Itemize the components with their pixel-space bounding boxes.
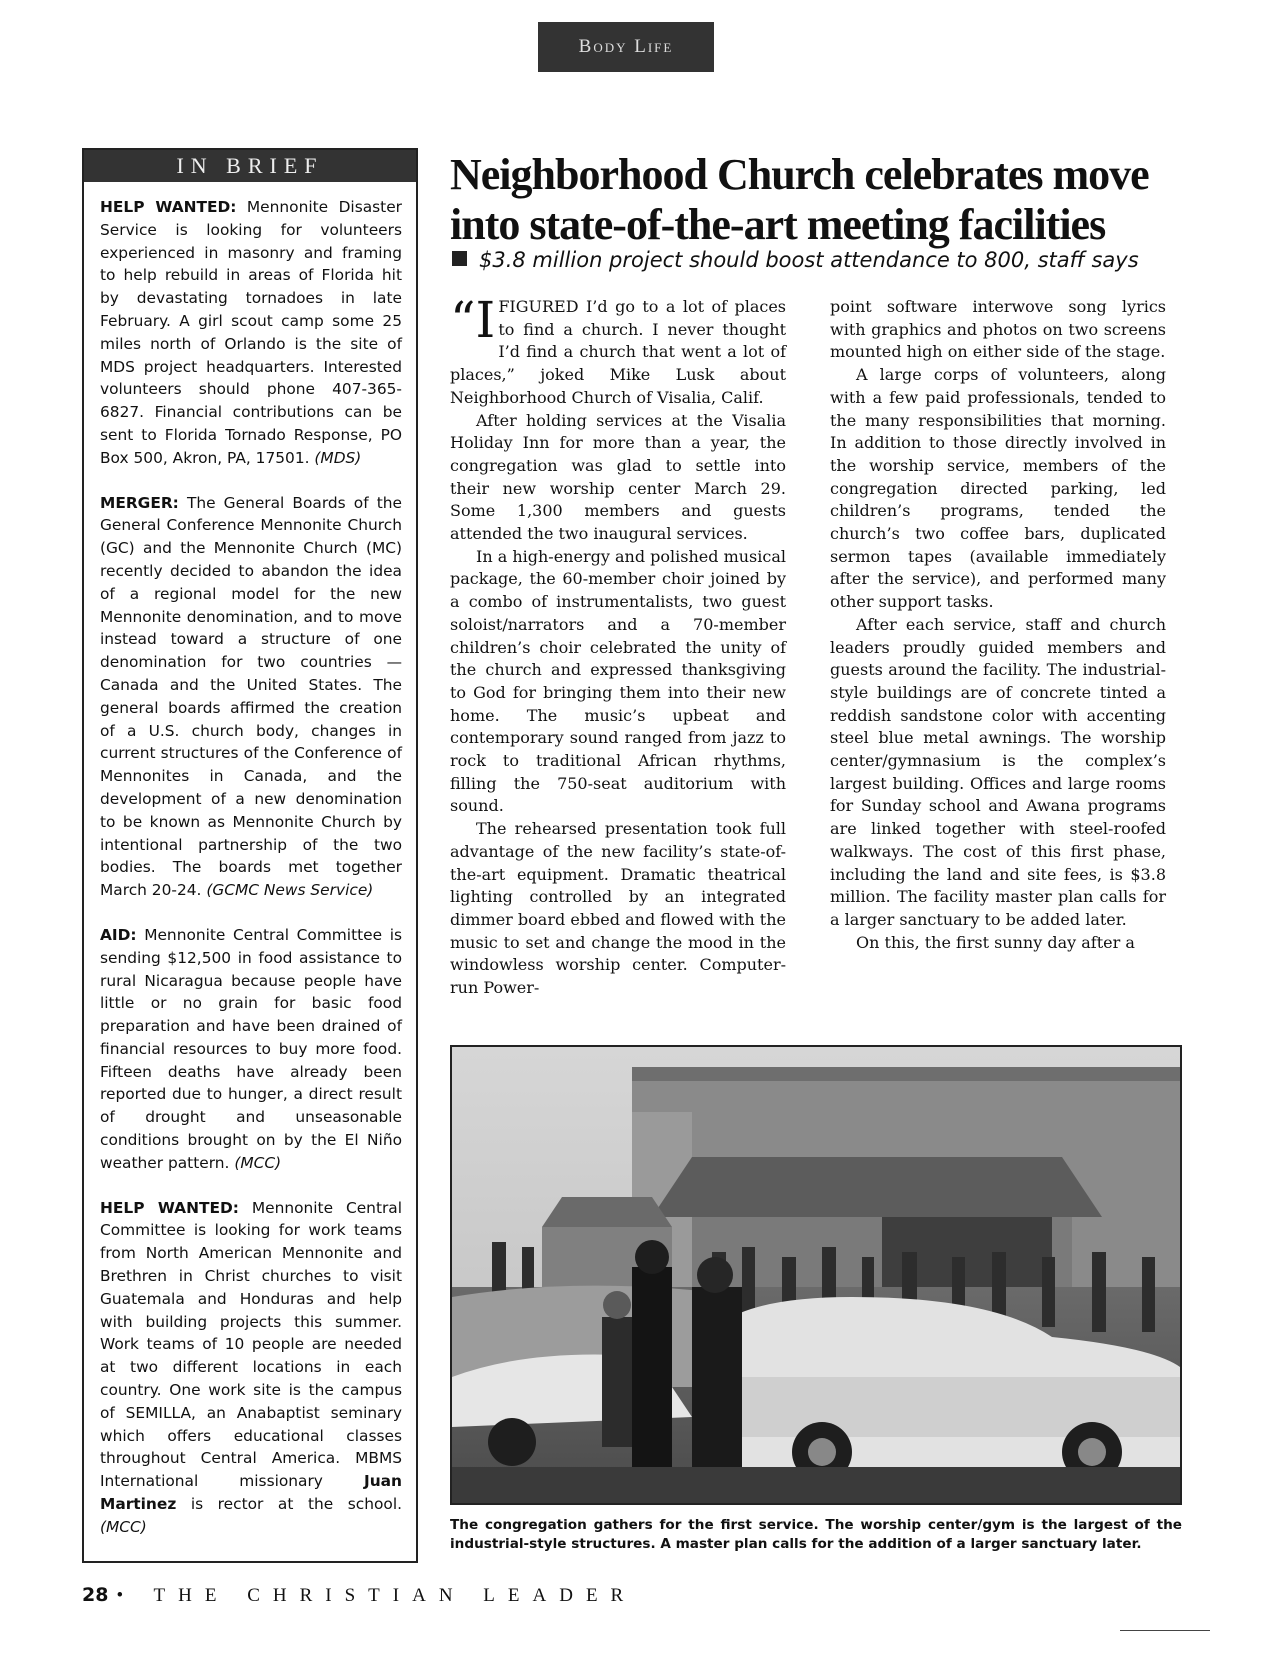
brief-lead: HELP WANTED: (100, 198, 237, 216)
page-footer (82, 1584, 636, 1607)
brief-text: Mennonite Central Committee is looking for work teams from North American Mennonite and Brethren in Christ churches to visit Guatemala and Honduras and help with building projects this summer. Work teams of 10 people are needed at two different locations in each country. One work site is the campus of SEMILLA, an Anabaptist seminary which offers educational classes throughout Central America. MBMS International missionary (100, 1198, 403, 1491)
article-paragraph (450, 291, 786, 410)
article-paragraph: After each service, staff and church leaders proudly guided members and guests around the facility. The industrial-style buildings are of concrete tinted a reddish sandstone color with accenting steel blue metal awnings. The worship center/gymnasium is the complex’s largest building. Offices and large rooms for Sunday school and Awana programs are linked together with steel-roofed walkways. The cost of this first phase, including the land and site fees, is $3.8 million. The facility master plan calls for a larger sanctuary to be added later. (830, 614, 1166, 929)
drop-cap: “I (450, 291, 496, 349)
brief-source: (MDS) (314, 448, 362, 467)
brief-text: The General Boards of the General Conference Mennonite Church (GC) and the Mennonite Church (MC) recently decided to abandon the idea of a regional model for the new Mennonite denomination, and to move instead toward a structure of one denomination for two countries — Canada and the United States. The general boards affirmed the creation of a U.S. church body, changes in current structures of the Conference of Mennonites in Canada, and the development of a new denomination to be known as Mennonite Church by intentional partnership of the two bodies. The boards met together March 20-24. (100, 493, 402, 900)
brief-item (100, 924, 402, 1175)
brief-source: (MCC) (100, 1517, 147, 1536)
photo-illustration (452, 1047, 1180, 1503)
brief-text-after: is rector at the school. (176, 1495, 402, 1514)
article-paragraph: The rehearsed presentation took full advantage of the new facility’s state-of-the-art equipment. Dramatic theatrical lighting controlled by an integrated dimmer board ebbed and flowed with the music to set and change the mood in the windowless worship center. Computer-run Power- (450, 819, 786, 998)
article-paragraph: On this, the first sunny day after a (856, 932, 1135, 952)
brief-text: Mennonite Disaster Service is looking for volunteers experienced in masonry and framing to help rebuild in areas of Florida hit by devastating tornadoes in late February. A girl scout camp some 25 miles north of Orlando is the site of MDS project headquarters. Interested volunteers should phone 407-365-6827. Financial contributions can be sent to Florida Tornado Response, PO Box 500, Akron, PA, 17501. (100, 198, 403, 467)
photo-caption: The congregation gathers for the first service. The worship center/gym is the largest of the industrial-style structures. A master plan calls for the addition of a larger sanctuary later. (450, 1517, 1182, 1552)
sidebar-title: IN BRIEF (84, 150, 416, 182)
article-headline (450, 150, 1190, 250)
brief-source: (MCC) (234, 1153, 282, 1172)
brief-lead: MERGER: (100, 493, 179, 512)
brief-lead: HELP WANTED: (100, 1198, 239, 1217)
section-tag: Body Life (538, 22, 714, 72)
article-paragraph: After holding services at the Visalia Holiday Inn for more than a year, the congregation was glad to settle into their new worship center March 29. Some 1,300 members and guests attended the two inaugural services. (450, 410, 786, 544)
article-deck (452, 246, 1192, 274)
congregation-photo (450, 1045, 1182, 1505)
article-paragraph: A large corps of volunteers, along with a few paid professionals, tended to the many responsibilities that morning. In addition to those directly involved in the worship service, members of the congregation directed parking, led children’s programs, tended the church’s two coffee bars, duplicated sermon tapes (available immediately after the service), and performed many other support tasks. (830, 365, 1166, 612)
article-column-1 (450, 291, 786, 1000)
article-paragraph: point software interwove song lyrics with graphics and photos on two screens mounted high on either side of the stage. (830, 297, 1166, 362)
sidebar-body (84, 182, 416, 1539)
article-paragraph: In a high-energy and polished musical package, the 60-member choir joined by a combo of instrumentalists, two guest soloist/narrators and a 70-member children’s choir celebrated the unity of the church and expressed thanksgiving to God for bringing them into their new home. The music’s upbeat and contemporary sound ranged from jazz to rock to traditional African rhythms, filling the 750-seat auditorium with sound. (450, 546, 786, 816)
footer-separator: • (116, 1585, 137, 1606)
square-bullet-icon (452, 251, 467, 266)
deck-text: $3.8 million project should boost attendance to 800, staff says (479, 248, 1139, 272)
brief-highlight-name: Juan Martinez (100, 1472, 402, 1514)
headline-line-1: Neighborhood Church celebrates move (450, 150, 1149, 199)
brief-text: Mennonite Central Committee is sending $12,500 in food assistance to rural Nicaragua because people have little or no grain for basic food preparation and have been drained of financial resources to buy more food. Fifteen deaths have already been reported due to hunger, a direct result of drought and unseasonable conditions brought on by the El Niño weather pattern. (100, 925, 402, 1172)
headline-line-2: into state-of-the-art meeting facilities (450, 200, 1106, 249)
article-column-2 (830, 296, 1166, 954)
page-number: 28 (82, 1584, 109, 1606)
in-brief-sidebar (82, 148, 418, 1563)
brief-item (100, 492, 402, 902)
brief-item (100, 196, 402, 470)
corner-rule (1120, 1630, 1210, 1631)
brief-lead: AID: (100, 925, 137, 944)
magazine-name: THE CHRISTIAN LEADER (153, 1585, 637, 1606)
brief-source: (GCMC News Service) (206, 881, 374, 900)
paragraph-text: FIGURED I’d go to a lot of places to find a church. I never thought I’d find a church that went a lot of places,” joked Mike Lusk about Neighborhood Church of Visalia, Calif. (450, 297, 786, 407)
brief-item (100, 1197, 402, 1539)
